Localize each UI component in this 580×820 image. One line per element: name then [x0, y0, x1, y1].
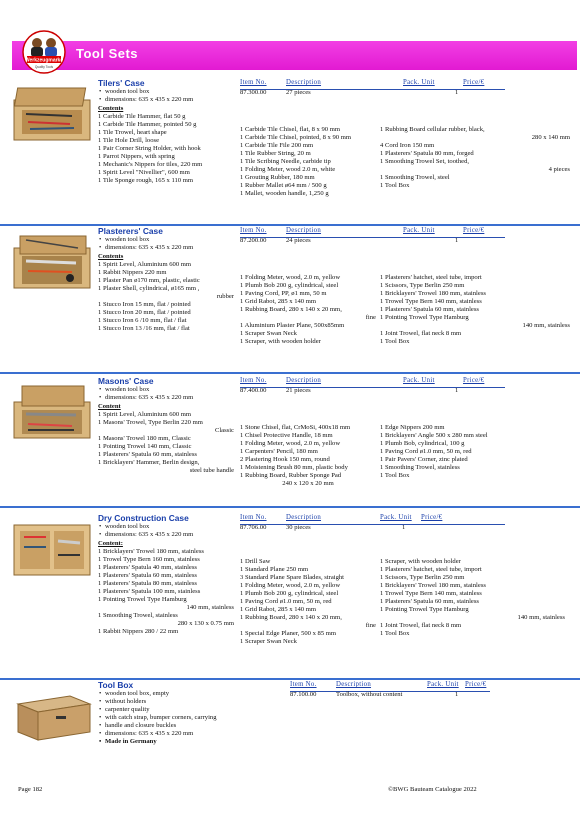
content-item: 1 Plumb Bob 200 g, cylindrical, steel: [240, 282, 339, 289]
product-photo: [12, 384, 92, 440]
header-price: Price/€: [465, 681, 487, 688]
item-number: 87.200.00: [240, 237, 267, 244]
svg-text:Werkzeugmarke: Werkzeugmarke: [24, 57, 64, 64]
content-column: [240, 424, 376, 488]
content-item: 1 Plasterers' Spatula 80 mm, stainless: [98, 580, 197, 587]
content-item: 1 Pointing Trowel Type Hamburg: [380, 606, 469, 613]
content-item: 1 Pointing Trowel Type Hamburg: [380, 314, 469, 321]
item-number: 87.100.00: [290, 691, 317, 698]
table-header: [240, 227, 505, 238]
content-item: 1 Paving Cord ø1.0 mm, 50 m, red: [240, 598, 332, 605]
feature-item: • dimensions: 635 x 435 x 220 mm: [98, 96, 193, 104]
item-description: 21 pieces: [286, 387, 311, 394]
content-item: 1 Spirit Level "Nivellier", 600 mm: [98, 169, 190, 176]
content-item: 1 Rubbing Board, 280 x 140 x 20 mm,: [240, 306, 342, 313]
content-item: 1 Scraper, with wooden holder: [380, 558, 461, 565]
item-description: 30 pieces: [286, 524, 311, 531]
contents-label: Content: [98, 403, 121, 410]
content-item: 1 Tool Box: [380, 472, 410, 479]
header-item-no: Item No.: [290, 681, 317, 688]
content-item: 1 Scraper Swan Neck: [240, 330, 297, 337]
content-item: 1 Folding Meter, wood, 2.0 m, yellow: [240, 440, 341, 447]
content-item: 1 Tile Sponge rough, 165 x 110 mm: [98, 177, 194, 184]
item-number: 87.706.00: [240, 524, 267, 531]
content-item: 1 Mallet, wooden handle, 1,250 g: [240, 190, 329, 197]
content-item: fine: [365, 314, 376, 321]
feature-item: • wooden tool box: [98, 88, 193, 96]
contents-label: Contents: [98, 105, 124, 112]
feature-item: • dimensions: 635 x 435 x 220 mm: [98, 730, 217, 738]
feature-item: • wooden tool box: [98, 236, 193, 244]
content-column: [380, 424, 570, 480]
content-item: 1 Carbide Tile Hammer, flat 50 g: [98, 113, 186, 120]
header-item-no: Item No.: [240, 377, 267, 384]
header-pack-unit: Pack. Unit: [380, 514, 412, 521]
header-price: Price/€: [421, 514, 443, 521]
content-item: 1 Tool Box: [380, 338, 410, 345]
content-item: 280 x 130 x 0.75 mm: [177, 620, 234, 627]
content-item: 2 Plastering Hook 150 mm, round: [240, 456, 330, 463]
pack-unit-value: 1: [455, 691, 459, 698]
content-item: 1 Masons' Trowel 180 mm, Classic: [98, 435, 191, 442]
content-item: 1 Chisel Protective Handle, 18 mm: [240, 432, 333, 439]
content-item: 1 Smoothing Trowel, steel: [380, 174, 450, 181]
content-item: 1 Tool Box: [380, 182, 410, 189]
brand-logo: [22, 30, 66, 74]
section-divider: [0, 506, 580, 508]
content-item: 1 Rubbing Board cellular rubber, black,: [380, 126, 485, 133]
feature-item: • handle and closure buckles: [98, 722, 217, 730]
content-column: [98, 113, 234, 185]
product-photo: [12, 234, 92, 290]
content-item: 1 Drill Saw: [240, 558, 271, 565]
header-price: Price/€: [463, 377, 485, 384]
content-item: 1 Scraper, with wooden holder: [240, 338, 321, 345]
section-title: Tilers' Case: [98, 78, 145, 88]
content-item: 1 Stucco Iron 20 mm, flat / pointed: [98, 309, 191, 316]
product-photo: [12, 686, 92, 742]
content-item: 240 x 120 x 20 mm: [282, 480, 334, 487]
content-item: 1 Bricklayers' Angle 500 x 280 mm steel: [380, 432, 488, 439]
content-column: [98, 411, 234, 475]
header-pack-unit: Pack. Unit: [427, 681, 459, 688]
header-description: Description: [336, 681, 372, 688]
content-item: 1 Stucco Iron 6 /10 mm, flat / flat: [98, 317, 187, 324]
content-item: 1 Scissors, Type Berlin 250 mm: [380, 574, 465, 581]
content-item: 1 Tile Trowel, heart shape: [98, 129, 167, 136]
product-photo: [12, 521, 92, 577]
content-item: 1 Plasterers' Spatula 60 mm, stainless: [380, 306, 479, 313]
content-item: 1 Plasterers' hatchet, steel tube, import: [380, 566, 482, 573]
feature-list: [98, 386, 193, 402]
page-title: Tool Sets: [76, 46, 139, 61]
content-column: [240, 126, 376, 198]
content-item: 1 Plasterers' Spatula 80 mm, forged: [380, 150, 474, 157]
section-title: Tool Box: [98, 680, 134, 690]
content-item: 3 Standard Plane Spare Blades, straight: [240, 574, 345, 581]
table-header: [240, 79, 505, 90]
item-description: Toolbox, without content: [336, 691, 403, 698]
content-item: 1 Grid Rabot, 285 x 140 mm: [240, 298, 317, 305]
section-divider: [0, 372, 580, 374]
table-header: [240, 514, 505, 525]
content-item: 1 Joint Trowel, flat neck 8 mm: [380, 330, 462, 337]
content-item: 1 Grid Rabot, 285 x 140 mm: [240, 606, 317, 613]
pack-unit-value: 1: [455, 387, 459, 394]
section-title: Masons' Case: [98, 376, 154, 386]
feature-list: [98, 690, 217, 746]
contents-label: Contents: [98, 253, 124, 260]
content-item: 1 Smoothing Trowel, stainless: [98, 612, 178, 619]
feature-item: • dimensions: 635 x 435 x 220 mm: [98, 244, 193, 252]
content-item: 1 Tile Scribing Needle, carbide tip: [240, 158, 331, 165]
product-photo: [12, 86, 92, 142]
content-item: fine: [365, 622, 376, 629]
item-number: 87.300.00: [240, 89, 267, 96]
content-item: 1 Trowel Type Bern 140 mm, stainless: [380, 590, 482, 597]
pack-unit-value: 1: [455, 237, 459, 244]
content-item: 1 Mechanic's Nippers for tiles, 220 mm: [98, 161, 203, 168]
content-item: 1 Trowel Type Bern 140 mm, stainless: [380, 298, 482, 305]
content-item: 1 Carbide Tile Hammer, pointed 50 g: [98, 121, 197, 128]
feature-item: • with catch strap, bumper corners, carrying: [98, 714, 217, 722]
content-item: 1 Scraper Swan Neck: [240, 638, 297, 645]
header-pack-unit: Pack. Unit: [403, 79, 435, 86]
content-item: 1 Paving Cord, PP, ø1 mm, 50 m: [240, 290, 327, 297]
content-item: steel tube handle: [189, 467, 234, 474]
header-pack-unit: Pack. Unit: [403, 227, 435, 234]
content-item: 1 Bricklayers' Trowel 180 mm, stainless: [380, 290, 486, 297]
header-item-no: Item No.: [240, 514, 267, 521]
table-header: [240, 377, 505, 388]
content-item: 1 Trowel Type Bern 160 mm, stainless: [98, 556, 200, 563]
content-item: 1 Plasterers' hatchet, steel tube, import: [380, 274, 482, 281]
content-item: Classic: [214, 427, 234, 434]
header-description: Description: [286, 227, 322, 234]
content-item: 1 Rubbing Board, Rubber Sponge Pad: [240, 472, 342, 479]
content-item: 1 Spirit Level, Aluminium 600 mm: [98, 411, 192, 418]
content-item: 140 mm, stainless: [186, 604, 234, 611]
content-column: [240, 274, 376, 346]
item-description: 24 pieces: [286, 237, 311, 244]
content-item: 1 Bricklayers' Trowel 180 mm, stainless: [380, 582, 486, 589]
content-item: 1 Scissors, Type Berlin 250 mm: [380, 282, 465, 289]
content-item: 4 Cord Iron 150 mm: [380, 142, 435, 149]
content-column: [380, 558, 565, 638]
svg-text:Quality Tools: Quality Tools: [34, 65, 54, 69]
content-item: 1 Pointing Trowel Type Hamburg: [98, 596, 187, 603]
content-column: [98, 548, 234, 636]
section-title: Plasterers' Case: [98, 226, 163, 236]
content-item: 1 Stucco Iron 15 mm, flat / pointed: [98, 301, 191, 308]
pack-unit-value: 1: [402, 524, 406, 531]
content-item: 1 Smoothing Trowel, stainless: [380, 464, 460, 471]
pack-unit-value: 1: [455, 89, 459, 96]
content-item: 1 Standard Plane 250 mm: [240, 566, 309, 573]
content-item: 1 Pair Pavers' Corner, zinc plated: [380, 456, 468, 463]
content-item: 1 Rubbing Board, 280 x 140 x 20 mm,: [240, 614, 342, 621]
header-description: Description: [286, 377, 322, 384]
content-column: [380, 126, 570, 190]
header-description: Description: [286, 514, 322, 521]
content-item: 1 Aluminium Plaster Plane, 500x85mm: [240, 322, 345, 329]
section-divider: [0, 678, 580, 680]
feature-item: • wooden tool box: [98, 523, 193, 531]
contents-label: Content:: [98, 540, 123, 547]
content-item: 1 Edge Nippers 200 mm: [380, 424, 445, 431]
content-item: 1 Folding Meter, wood 2.0 m, white: [240, 166, 336, 173]
content-item: 1 Pointing Trowel 140 mm, Classic: [98, 443, 192, 450]
content-item: 1 Tile Hole Drill, loose: [98, 137, 159, 144]
content-item: 1 Tool Box: [380, 630, 410, 637]
content-item: 1 Rubber Mallet ø64 mm / 500 g: [240, 182, 327, 189]
content-item: 1 Stone Chisel, flat, CrMoSi, 400x18 mm: [240, 424, 351, 431]
page-number: Page 182: [18, 786, 43, 793]
section-title: Dry Construction Case: [98, 513, 189, 523]
content-item: 1 Moistening Brush 80 mm, plastic body: [240, 464, 348, 471]
content-item: 1 Pair Corner String Holder, with hook: [98, 145, 201, 152]
content-item: 1 Joint Trowel, flat neck 8 mm: [380, 622, 462, 629]
feature-item: • carpenter quality: [98, 706, 217, 714]
content-item: rubber: [216, 293, 234, 300]
feature-item: • wooden tool box: [98, 386, 193, 394]
content-item: 1 Tile Rubber String, 20 m: [240, 150, 311, 157]
content-item: 1 Rabbit Nippers 280 / 22 mm: [98, 628, 179, 635]
header-price: Price/€: [463, 79, 485, 86]
header-pack-unit: Pack. Unit: [403, 377, 435, 384]
content-item: 1 Carbide Tile Chisel, flat, 8 x 90 mm: [240, 126, 341, 133]
content-item: 1 Grouting Rubber, 180 mm: [240, 174, 315, 181]
content-item: 1 Rabbit Nippers 220 mm: [98, 269, 167, 276]
content-item: 1 Masons' Trowel, Type Berlin 220 mm: [98, 419, 203, 426]
content-item: 1 Plasterers' Spatula 100 mm, stainless: [98, 588, 201, 595]
content-item: 1 Stucco Iron 13 /16 mm, flat / flat: [98, 325, 190, 332]
content-item: 1 Carpenters' Pencil, 180 mm: [240, 448, 318, 455]
content-item: 1 Folding Meter, wood, 2.0 m, yellow: [240, 274, 341, 281]
content-item: 1 Bricklayers' Hammer, Berlin design,: [98, 459, 200, 466]
feature-item: • dimensions: 635 x 435 x 220 mm: [98, 531, 193, 539]
content-item: 1 Folding Meter, wood, 2.0 m, yellow: [240, 582, 341, 589]
content-item: 1 Plasterers' Spatula 40 mm, stainless: [98, 564, 197, 571]
content-item: 1 Plaster Shell, cylindrical, ø165 mm ,: [98, 285, 200, 292]
feature-list: [98, 236, 193, 252]
feature-list: [98, 88, 193, 104]
content-item: 1 Plasterers' Spatula 60 mm, stainless: [380, 598, 479, 605]
header-item-no: Item No.: [240, 79, 267, 86]
content-column: [240, 558, 376, 646]
content-item: 1 Plaster Pan ø170 mm, plastic, elastic: [98, 277, 200, 284]
content-column: [380, 274, 570, 346]
header-price: Price/€: [463, 227, 485, 234]
content-item: 1 Plasterers' Spatula 60 mm, stainless: [98, 572, 197, 579]
content-item: 280 x 140 mm: [531, 134, 570, 141]
feature-item: • dimensions: 635 x 435 x 220 mm: [98, 394, 193, 402]
content-item: 1 Carbide Tile File 200 mm: [240, 142, 314, 149]
copyright: ©BWG Bauteam Catalogue 2022: [388, 786, 477, 793]
section-divider: [0, 224, 580, 226]
item-description: 27 pieces: [286, 89, 311, 96]
content-item: 1 Plasterers' Spatula 60 mm, stainless: [98, 451, 197, 458]
content-item: 1 Plumb Bob 200 g, cylindrical, steel: [240, 590, 339, 597]
content-item: 4 pieces: [548, 166, 570, 173]
content-item: 1 Smoothing Trowel Set, toothed,: [380, 158, 470, 165]
header-item-no: Item No.: [240, 227, 267, 234]
content-item: 1 Special Edge Planer, 500 x 85 mm: [240, 630, 337, 637]
content-item: 1 Plumb Bob, cylindrical, 100 g: [380, 440, 465, 447]
feature-list: [98, 523, 193, 539]
content-item: 1 Carbide Tile Chisel, pointed, 8 x 90 mm: [240, 134, 351, 141]
content-item: 140 mm, stainless: [522, 322, 570, 329]
feature-item: • without holders: [98, 698, 217, 706]
content-item: 1 Bricklayers' Trowel 180 mm, stainless: [98, 548, 204, 555]
feature-item: • wooden tool box, empty: [98, 690, 217, 698]
content-item: 1 Spirit Level, Aluminium 600 mm: [98, 261, 192, 268]
item-number: 87.400.00: [240, 387, 267, 394]
content-item: 1 Parrot Nippers, with spring: [98, 153, 175, 160]
feature-item: • Made in Germany: [98, 738, 217, 746]
content-item: 1 Paving Cord ø1.0 mm, 50 m, red: [380, 448, 472, 455]
header-description: Description: [286, 79, 322, 86]
content-item: 140 mm, stainless: [517, 614, 565, 621]
content-column: [98, 261, 234, 333]
